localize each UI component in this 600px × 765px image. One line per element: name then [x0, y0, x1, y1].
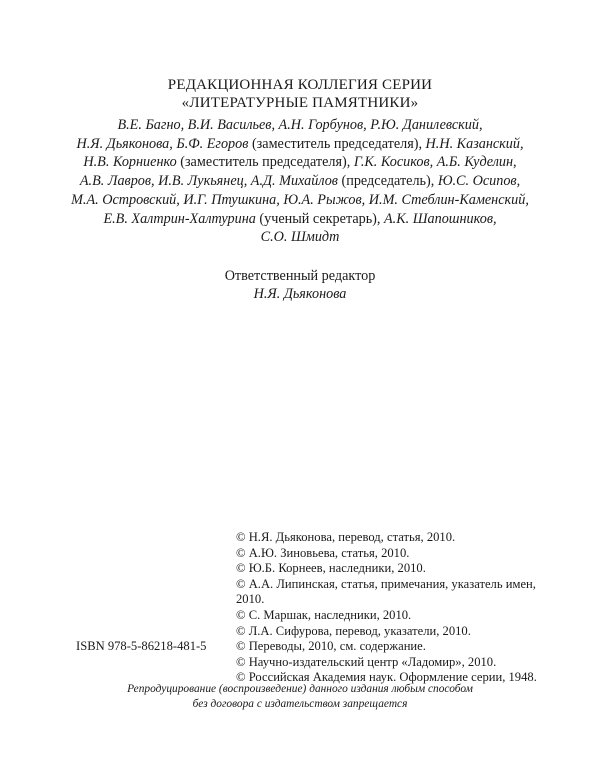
board-member-line — [0, 210, 600, 229]
board-member-names: Ю.С. Осипов, — [437, 173, 521, 190]
isbn-number: ISBN 978-5-86218-481-5 — [76, 639, 207, 653]
editorial-board-heading-line: РЕДАКЦИОННАЯ КОЛЛЕГИЯ СЕРИИ — [167, 77, 433, 93]
copyright-line: © Н.Я. Дьяконова, перевод, статья, 2010. — [236, 530, 456, 544]
board-member-names: Г.К. Косиков, А.Б. Куделин, — [353, 154, 517, 171]
editorial-board-heading — [0, 76, 600, 112]
series-name-heading-line: «ЛИТЕРАТУРНЫЕ ПАМЯТНИКИ» — [181, 95, 419, 111]
copyright-line: © Л.А. Сифурова, перевод, указатели, 2010. — [236, 623, 471, 638]
editorial-board-members — [0, 116, 600, 247]
board-member-names: В.Е. Багно, В.И. Васильев, А.Н. Горбунов, Р.Ю. Данилевский, — [117, 117, 483, 133]
board-member-line — [0, 228, 600, 247]
copyright-line: © Российская Академия наук. Оформление серии, 1948. — [236, 670, 537, 685]
board-member-line — [0, 191, 600, 210]
board-member-names: Н.Я. Дьяконова, Б.Ф. Егоров — [76, 135, 249, 152]
copyright-line: © Переводы, 2010, см. содержание. — [236, 639, 426, 654]
responsible-editor-label: Ответственный редактор — [224, 268, 376, 284]
reproduction-notice — [0, 682, 600, 711]
copyright-line: © С. Маршак, наследники, 2010. — [236, 607, 412, 622]
copyright-list — [236, 530, 576, 686]
board-member-names: Н.В. Корниенко — [83, 154, 177, 171]
board-member-names: Н.Н. Казанский, — [425, 135, 524, 152]
board-member-role: (председатель), — [337, 173, 438, 190]
reproduction-notice-line: Репродуцирование (воспроизведение) данного издания любым способом — [127, 683, 473, 695]
board-member-line — [0, 116, 600, 135]
copyright-line: © Научно-издательский центр «Ладомир», 2010. — [236, 654, 497, 669]
board-member-names: С.О. Шмидт — [260, 229, 340, 246]
responsible-editor-name: Н.Я. Дьяконова — [253, 286, 347, 302]
board-member-names: М.А. Островский, И.Г. Птушкина, Ю.А. Рыжов, И.М. Стеблин-Каменский, — [71, 191, 529, 208]
board-member-role: (ученый секретарь), — [255, 210, 384, 227]
board-member-line — [0, 135, 600, 154]
copyright-line: © А.Ю. Зиновьева, статья, 2010. — [236, 545, 410, 560]
copyright-line: © Ю.Б. Корнеев, наследники, 2010. — [236, 561, 426, 576]
board-member-line — [0, 172, 600, 191]
board-member-names: А.К. Шапошников, — [384, 210, 497, 227]
board-member-role: (заместитель председателя), — [248, 135, 426, 152]
copyright-line: 2010. — [236, 592, 265, 607]
copyright-line: © А.А. Липинская, статья, примечания, указатель имен, — [236, 576, 536, 591]
board-member-names: Е.В. Халтрин-Халтурина — [103, 210, 256, 227]
board-member-names: А.В. Лавров, И.В. Лукьянец, А.Д. Михайлов — [79, 173, 338, 190]
board-member-line — [0, 153, 600, 172]
responsible-editor-block — [0, 267, 600, 303]
reproduction-notice-line: без договора с издательством запрещается — [192, 697, 408, 710]
board-member-role: (заместитель председателя), — [176, 154, 354, 171]
